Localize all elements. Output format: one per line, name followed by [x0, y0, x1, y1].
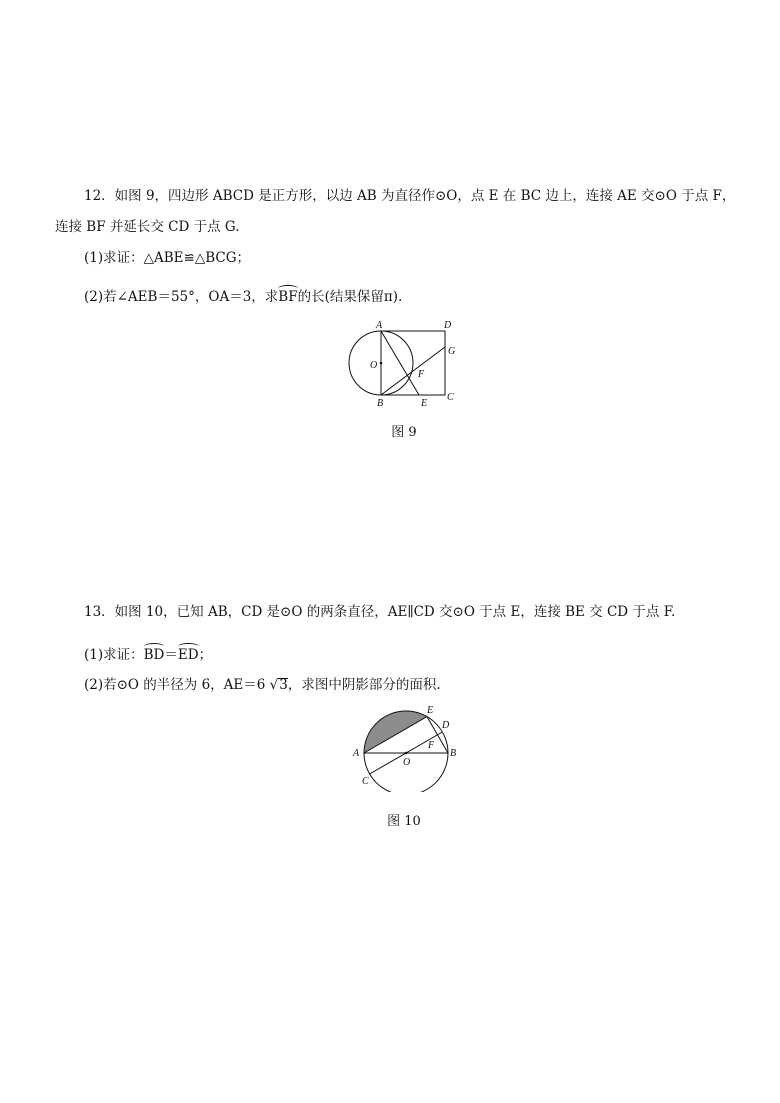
- q12-line2: 连接 BF 并延长交 CD 于点 G.: [55, 219, 240, 235]
- label-f: F: [418, 369, 425, 380]
- q13-part2-post: ，求图中阴影部分的面积.: [287, 677, 441, 693]
- label-d: D: [442, 720, 450, 731]
- q12-part2: [84, 288, 402, 306]
- label-c: C: [447, 392, 454, 403]
- q12-part2-post: 的长(结果保留π).: [297, 289, 403, 305]
- label-c: C: [362, 776, 369, 787]
- q13-arc-ed: ED: [177, 647, 199, 663]
- q13-part1: [84, 646, 212, 664]
- center-dot: [405, 752, 408, 755]
- center-dot: [380, 362, 383, 365]
- q13-part2-pre: (2)若⊙O 的半径为 6，AE＝6: [84, 677, 270, 693]
- figure-9-caption: 图 9: [391, 425, 417, 440]
- label-b: B: [450, 748, 457, 759]
- q12-part1: (1)求证：△ABE≌△BCG；: [84, 250, 251, 266]
- label-b: B: [377, 398, 384, 409]
- label-e: E: [421, 398, 428, 409]
- figure-9: [340, 316, 470, 412]
- q13-part1-pre: (1)求证：: [84, 647, 144, 663]
- label-f: F: [428, 740, 435, 751]
- q13-part1-post: ；: [198, 647, 213, 663]
- q13-part2: [84, 676, 441, 694]
- q12-arc-bf: BF: [278, 289, 298, 305]
- label-g: G: [448, 346, 456, 357]
- q13-sqrt-radicand: 3: [279, 677, 288, 693]
- q12-part2-pre: (2)若∠AEB＝55°，OA＝3，求: [84, 289, 279, 305]
- label-o: O: [370, 360, 378, 371]
- figure-10: [348, 700, 460, 792]
- figure-10-caption: 图 10: [387, 814, 421, 829]
- label-e: E: [427, 705, 434, 716]
- q13-part1-eq: ＝: [164, 647, 178, 663]
- figure-9-shapes: [349, 331, 445, 395]
- q13-arc-bd: BD: [143, 647, 165, 663]
- label-a: A: [376, 320, 383, 331]
- segment-bg: [381, 347, 445, 395]
- label-d: D: [444, 320, 452, 331]
- label-o: O: [403, 757, 411, 768]
- sqrt-sign: √: [269, 677, 279, 693]
- label-a: A: [353, 748, 360, 759]
- q13-line1: 13．如图 10，已知 AB，CD 是⊙O 的两条直径，AE∥CD 交⊙O 于点 E，连接 BE 交 CD 于点 F.: [84, 604, 676, 620]
- q12-line1: 12．如图 9，四边形 ABCD 是正方形，以边 AB 为直径作⊙O，点 E 在 BC 边上，连接 AE 交⊙O 于点 F，: [84, 188, 736, 204]
